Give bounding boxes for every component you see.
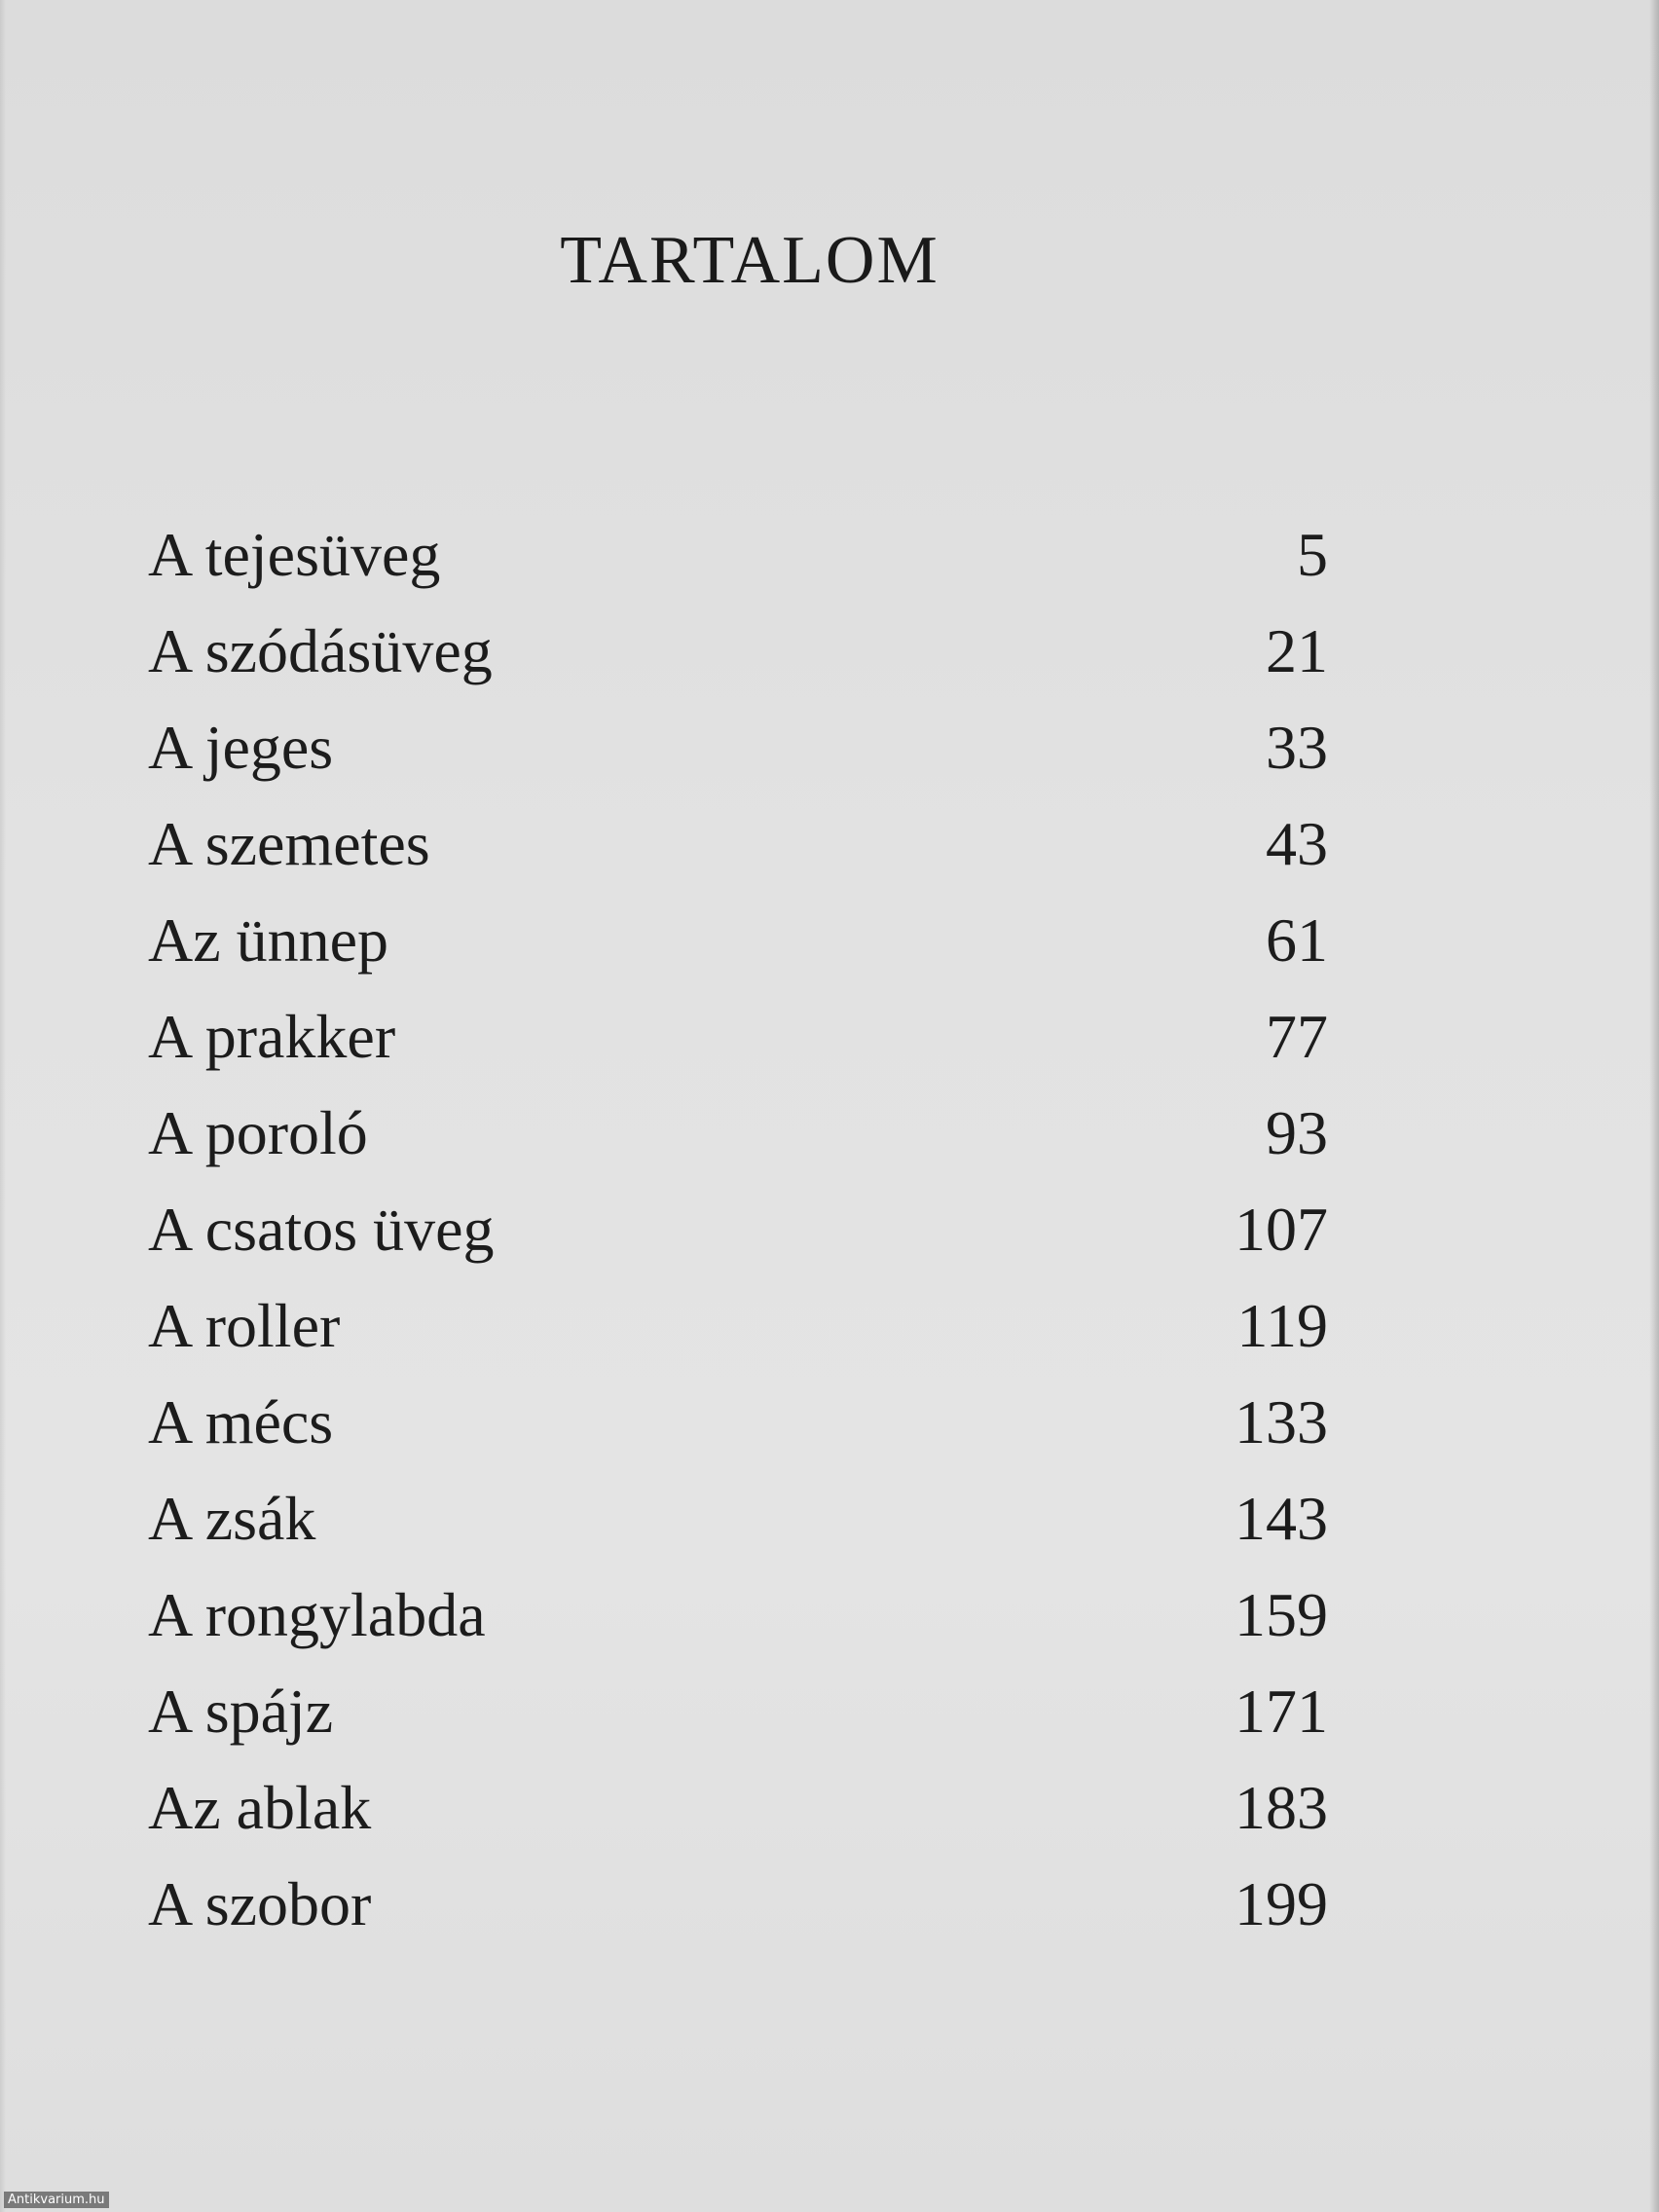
toc-entry-page: 93 [1266,1098,1328,1167]
toc-entry-page: 77 [1266,1002,1328,1071]
toc-entry [148,892,1328,988]
toc-entry [148,1181,1328,1277]
toc-entry [148,1856,1328,1952]
toc-entry-title: A jeges [148,713,334,782]
page-title: TARTALOM [560,223,940,298]
toc-entry [148,699,1328,795]
toc-entry-title: Az ünnep [148,905,389,975]
toc-entry [148,506,1328,603]
toc-entry-page: 61 [1266,905,1328,975]
toc-entry [148,1759,1328,1856]
toc-entry-page: 119 [1236,1291,1328,1360]
toc-entry [148,1663,1328,1759]
toc-entry-title: A zsák [148,1484,316,1553]
toc-entry [148,603,1328,699]
toc-entry-page: 5 [1297,520,1328,589]
toc-entry-title: A szódásüveg [148,616,493,685]
toc-entry [148,1470,1328,1567]
toc-entry-title: A prakker [148,1002,396,1071]
watermark: Antikvarium.hu [4,2192,109,2208]
toc-entry-title: Az ablak [148,1773,372,1842]
toc-entry-page: 143 [1235,1484,1328,1553]
page-edge-right [1649,0,1659,2212]
toc-entry-page: 159 [1235,1580,1328,1649]
toc-entry-title: A spájz [148,1677,334,1746]
toc-entry [148,1567,1328,1663]
toc-entry-page: 171 [1235,1677,1328,1746]
toc-entry-title: A rongylabda [148,1580,486,1649]
page-edge-left [0,0,6,2212]
toc-entry-title: A szemetes [148,809,430,878]
toc-entry-page: 33 [1266,713,1328,782]
toc-entry-page: 133 [1235,1387,1328,1456]
toc-entry-title: A csatos üveg [148,1195,495,1264]
toc-entry-page: 43 [1266,809,1328,878]
toc-entry [148,1277,1328,1374]
table-of-contents [148,506,1328,1952]
toc-entry [148,1085,1328,1181]
toc-entry-page: 107 [1235,1195,1328,1264]
toc-entry [148,795,1328,892]
toc-entry [148,1374,1328,1470]
toc-entry-title: A poroló [148,1098,368,1167]
toc-entry [148,988,1328,1085]
toc-entry-title: A tejesüveg [148,520,441,589]
toc-entry-title: A mécs [148,1387,334,1456]
toc-entry-page: 183 [1235,1773,1328,1842]
toc-entry-title: A roller [148,1291,341,1360]
toc-entry-page: 21 [1266,616,1328,685]
toc-entry-title: A szobor [148,1869,372,1938]
toc-entry-page: 199 [1235,1869,1328,1938]
